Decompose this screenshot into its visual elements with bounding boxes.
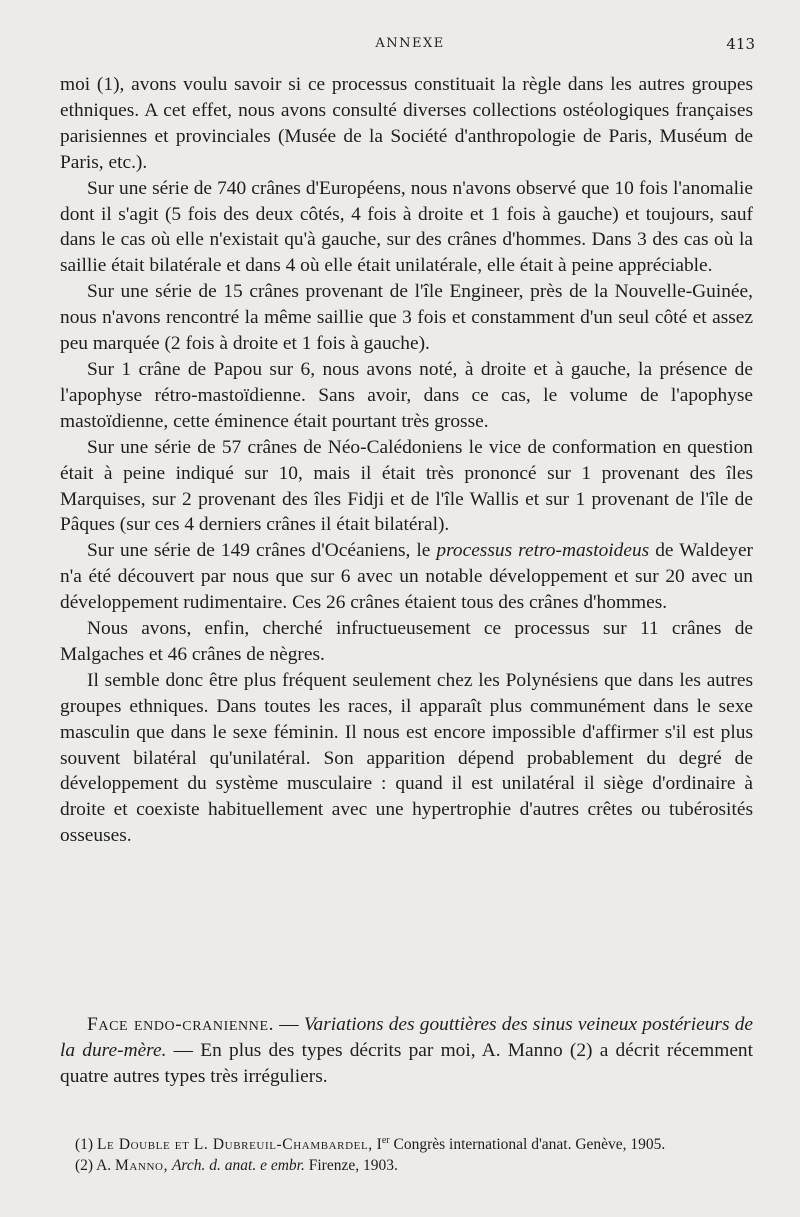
footnote-2-rest: Firenze, 1903. bbox=[304, 1157, 398, 1175]
paragraph-neo-caledoniens: Sur une série de 57 crânes de Néo-Calédoniens le vice de conformation en question était à peine indiqué sur 10, mais il était très prononcé sur 1 provenant des îles Marquises, sur 2 provenant des îles Fidji et de l'île Wallis et sur 1 provenant de l'île de Pâques (sur ces 4 derniers crânes il était bilatéral). bbox=[60, 436, 753, 536]
section-paragraph bbox=[60, 1012, 753, 1090]
footnote-1-rest: Congrès international d'anat. Genève, 1905. bbox=[389, 1136, 666, 1154]
paragraph-papou: Sur 1 crâne de Papou sur 6, nous avons noté, à droite et à gauche, la présence de l'apophyse rétro-mastoïdienne. Sans avoir, dans ce cas, le volume de l'apophyse mastoïdienne, cette éminence était pourtant très grosse. bbox=[60, 358, 753, 432]
paragraph-conclusion: Il semble donc être plus fréquent seulement chez les Polynésiens que dans les autres groupes ethniques. Dans toutes les races, il apparaît plus communément dans le sexe masculin que dans le sexe féminin. Il nous est encore impossible d'affirmer s'il est plus souvent bilatéral qu'unilatéral. Son apparition dépend probablement du degré de développement du système musculaire : quand il est unilatéral il siège d'ordinaire à droite et coexiste habituellement avec une hypertrophie d'autres crêtes ou tubérosités osseuses. bbox=[60, 669, 753, 847]
footnotes bbox=[60, 1130, 753, 1176]
running-title: ANNEXE bbox=[375, 36, 445, 51]
section-face-endo-cranienne bbox=[60, 1012, 753, 1090]
paragraph-oceaniens bbox=[60, 538, 753, 616]
footnote-1-sup: er bbox=[381, 1135, 390, 1146]
paragraph-malgaches: Nous avons, enfin, cherché infructueusement ce processus sur 11 crânes de Malgaches et 46 crânes de nègres. bbox=[60, 618, 753, 665]
footnote-2-marker: (2) A. bbox=[75, 1157, 112, 1175]
page-header bbox=[60, 36, 760, 56]
paragraph-continued: moi (1), avons voulu savoir si ce processus constituait la règle dans les autres groupes ethniques. A cet effet, nous avons consulté diverses collections ostéologiques françaises parisiennes et provinciales (Musée de la Société d'anthropologie de Paris, Muséum de Paris, etc.). bbox=[60, 74, 753, 173]
footnote-1-authors: Le Double et L. Dubreuil-Chambardel, bbox=[96, 1136, 373, 1154]
footnote-2-author: Manno, bbox=[115, 1157, 169, 1175]
footnote-1 bbox=[60, 1130, 753, 1155]
footnote-1-marker: (1) bbox=[75, 1136, 94, 1154]
section-text: — En plus des types décrits par moi, A. Manno (2) a décrit récemment quatre autres types très irréguliers. bbox=[60, 1040, 754, 1087]
footnote-2 bbox=[60, 1155, 753, 1176]
page-number: 413 bbox=[726, 35, 755, 53]
processus-term: processus retro-mastoideus bbox=[436, 540, 650, 562]
section-title: Variations des gouttières des sinus veineux postérieurs de la dure-mère. bbox=[60, 1014, 754, 1061]
oceaniens-text-start: Sur une série de 149 crânes d'Océaniens, le bbox=[87, 540, 437, 562]
paragraph-engineer: Sur une série de 15 crânes provenant de l'île Engineer, près de la Nouvelle-Guinée, nous n'avons rencontré la même saillie que 3 fois et constamment d'un seul côté et assez peu marquée (2 fois à droite et 1 fois à gauche). bbox=[60, 281, 753, 355]
paragraph-europeens: Sur une série de 740 crânes d'Européens, nous n'avons observé que 10 fois l'anomalie dont il s'agit (5 fois des deux côtés, 4 fois à droite et 1 fois à gauche) et toujours, sauf dans le cas où elle n'existait qu'à gauche, sur des crânes d'hommes. Dans 3 des cas où la saillie était bilatérale et dans 4 où elle était unilatérale, elle était à peine appréciable. bbox=[60, 177, 753, 277]
oceaniens-text-end: de Waldeyer n'a été découvert par nous que sur 6 avec un notable développement et sur 20 avec un développement rudimentaire. Ces 26 crânes étaient tous des crânes d'hommes. bbox=[60, 540, 754, 614]
section-dash: — bbox=[274, 1014, 304, 1035]
section-heading: Face endo-cranienne. bbox=[87, 1014, 275, 1035]
footnote-1-ordinal: I bbox=[376, 1136, 382, 1154]
footnote-2-journal: Arch. d. anat. e embr. bbox=[171, 1157, 305, 1175]
main-text bbox=[60, 72, 753, 849]
